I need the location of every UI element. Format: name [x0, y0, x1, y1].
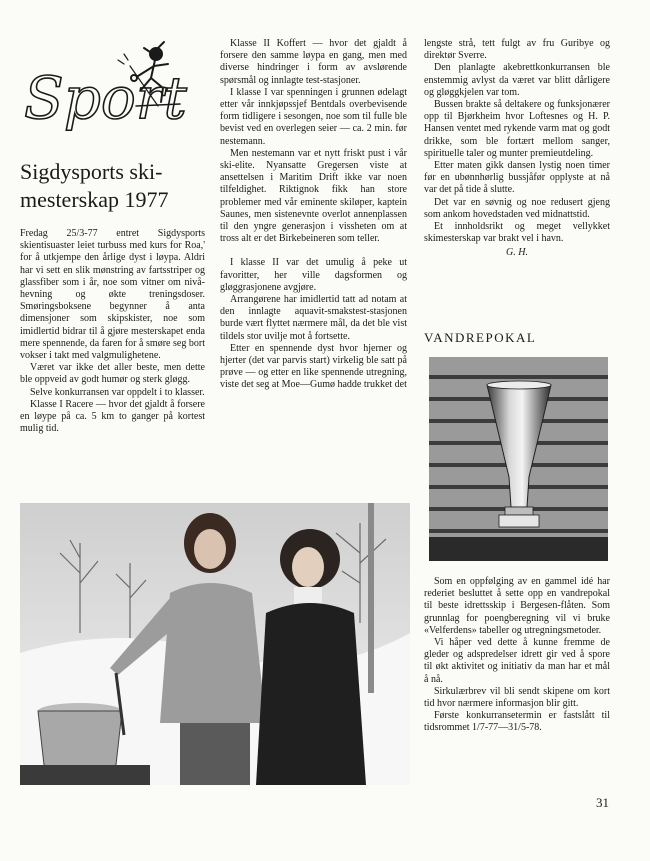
skiers-photo	[20, 503, 410, 785]
sport-logo	[18, 40, 198, 150]
article-paragraph: I klasse II var det umulig å peke ut favoritter, her ville dagsformen og gløggrasjonene avgjøre.	[220, 257, 407, 293]
vandrepokal-paragraph: Første konkurransetermin er fastslått til tidsrommet 1/7-77—31/5-78.	[424, 710, 610, 734]
article-column-1	[20, 228, 205, 435]
article-headline: Sigdysports ski-mesterskap 1977	[20, 159, 169, 212]
article-column-2	[220, 38, 407, 392]
article-paragraph: lengste strå, tett fulgt av fru Guribye og direktør Sverre.	[424, 38, 610, 62]
trophy-photo	[429, 357, 608, 561]
author-signature: G. H.	[506, 247, 528, 259]
article-column-3	[424, 38, 610, 260]
article-paragraph: Etter en spennende dyst hvor hjerner og hjerter (det var parvis start) virkelig ble satt på prøve — og etter en like spennende utregning, viste det seg at Moe—Gumø hadde trukket det	[220, 342, 407, 391]
page-number: 31	[596, 795, 609, 810]
vandrepokal-paragraph: Sirkulærbrev vil bli sendt skipene om kort tid hvor nærmere informasjon blir gitt.	[424, 685, 610, 710]
article-paragraph: Men nestemann var et nytt friskt pust i vår ski-elite. Nyansatte Gregersen viste at ansettelsen i Maritim Drift ikke var noen tilfeldighet. Riktignok fikk han store problemer med vår eminente skiløper, kaptein Saunes, men sistenevnte overlot annenplassen til den yngre generasjon i vissheten om at tross alt er det Birkebeineren som teller.	[220, 147, 407, 245]
vandrepokal-heading: VANDREPOKAL	[424, 330, 537, 345]
article-paragraph: Klasse I Racere — hvor det gjaldt å forsere en løype på ca. 5 km to ganger på kortest mulig tid.	[20, 398, 205, 435]
article-paragraph: Et innholdsrikt og meget vellykket skimesterskap var brakt vel i havn.	[424, 221, 610, 245]
article-paragraph: Klasse II Koffert — hvor det gjaldt å forsere den samme løypa en gang, men med diverse hindringer i form av avslørende spørsmål og innlagte test-stasjoner.	[220, 38, 407, 86]
article-paragraph: Den planlagte akebrettkonkurransen ble enstemmig avlyst da været var blitt dårligere og gløggkjelen var tom.	[424, 62, 610, 98]
article-paragraph: I klasse I var spenningen i grunnen ødelagt etter vår innkjøpssjef Bentdals overbevisende form tidligere i sesongen, noe som til fulle ble bevist ved en overlegen seier — ca. 2 min. før nestemann.	[220, 86, 407, 147]
article-paragraph: Selve konkurransen var oppdelt i to klasser.	[30, 386, 205, 398]
article-paragraph: Etter maten gikk dansen lystig noen timer før en ubønnhørlig bussjåfør opplyste at nå var det på tide å slutte.	[424, 160, 610, 196]
article-paragraph: Fredag 25/3-77 entret Sigdysports skientisuaster leiet turbuss med kurs for Roa,' for å utkjempe den årlige dyst i løypa. Aldri har vi sett en slik mønstring av fartsstriper og glassfiber som i år, noe som vitner om nivå-hevning og økte treningsdoser. Smøringsboksene begynner å anta dimensjoner som skipskister, noe som imidlertid bidrar til å gjøre mesterskapet enda mere spennende, da faren for å smøre seg bort vokser i takt med valgmulighetene.	[20, 228, 205, 362]
vandrepokal-paragraph: Som en oppfølging av en gammel idé har rederiet besluttet å sette opp en vandrepokal til beste idrettsskip i Bergesen-flåten. Som grunnlag for poengberegning vil vi bruke «Velferdens» tabeller og utregningsmetoder.	[424, 576, 610, 636]
article-paragraph: Arrangørene har imidlertid tatt ad notam at den innlagte aquavit-smakstest-stasjonen burde vært flyttet nærmere mål, da det ble vist tildels stor uvilje mot å fortsette.	[220, 294, 407, 342]
article-paragraph: Været var ikke det aller beste, men dette ble oppveid av godt humør og sterk gløgg.	[20, 362, 205, 386]
article-paragraph: Bussen brakte så deltakere og funksjonærer opp til Bjørkheim hvor Loftesnes og H. P. Hansen ventet med rykende varm mat og godt drikke, som ble fortært mellom sanger, spirituelle taler og munter premieutdeling.	[424, 99, 610, 159]
vandrepokal-paragraph: Vi håper ved dette å kunne fremme de gleder og adspredelser idrett gir ved å spore til økt aktivitet og initiativ da man har et mål å nå.	[424, 637, 610, 685]
sport-logo-text: Sport	[24, 64, 187, 132]
vandrepokal-text	[424, 576, 610, 735]
article-paragraph: Det var en søvnig og noe redusert gjeng som ankom hovedstaden ved midnattstid.	[424, 196, 610, 220]
